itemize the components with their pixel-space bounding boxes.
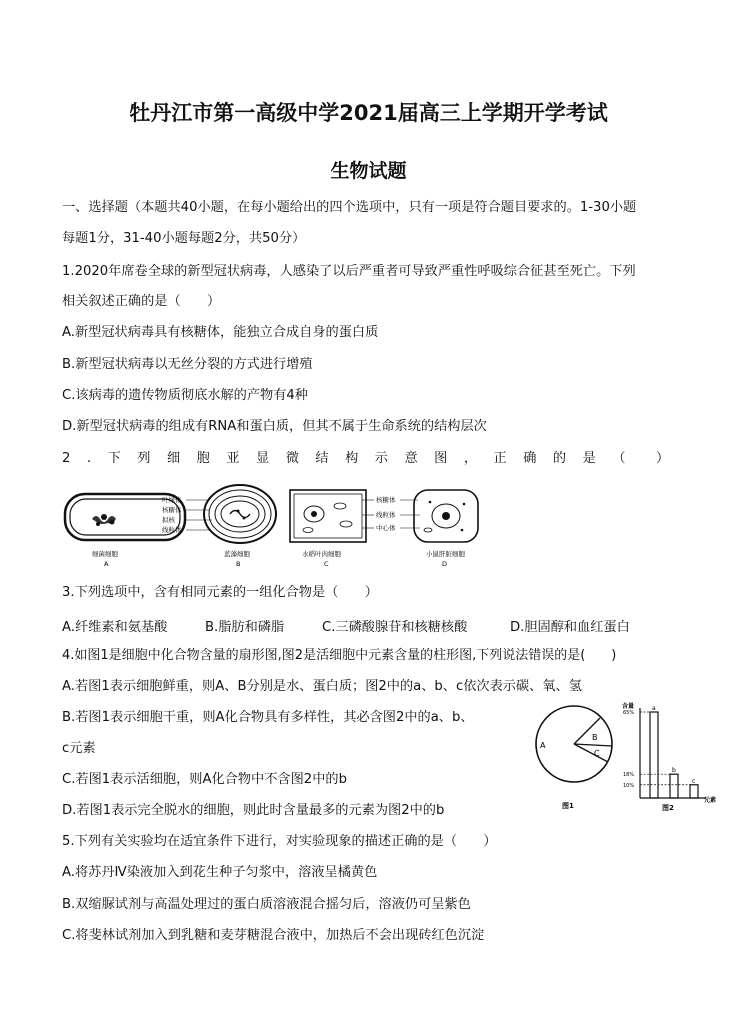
cell-b-letter: B [236, 560, 241, 568]
section-heading-line1: 一、选择题（本题共40小题，在每小题给出的四个选项中，只有一项是符合题目要求的。1-30小题 [62, 200, 637, 215]
pie-label-b: B [592, 733, 598, 742]
q4-stem: 4.如图1是细胞中化合物含量的扇形图,图2是活细胞中元素含量的柱形图,下列说法错误的是( ) [62, 648, 617, 663]
q3-stem: 3.下列选项中，含有相同元素的一组化合物是（ ） [62, 585, 378, 600]
cell-d-caption: 小鼠肝脏细胞 [426, 550, 465, 558]
label-d-mitochondrion: 线粒体 [376, 511, 396, 519]
cell-c-letter: C [324, 560, 329, 568]
q1-stem-line2: 相关叙述正确的是（ ） [62, 294, 221, 309]
q4-option-c: C.若图1表示活细胞，则A化合物中不含图2中的b [62, 772, 347, 787]
q5-option-a: A.将苏丹Ⅳ染液加入到花生种子匀浆中，溶液呈橘黄色 [62, 865, 378, 880]
cell-a-caption: 细菌细胞 [92, 550, 118, 558]
bar-b [670, 774, 678, 798]
label-d-centrosome: 中心体 [376, 524, 396, 532]
q1-option-d: D.新型冠状病毒的组成有RNA和蛋白质，但其不属于生命系统的结构层次 [62, 419, 487, 434]
y-tick-b: 18% [623, 772, 635, 779]
q3-option-b: B.脂肪和磷脂 [205, 620, 285, 635]
q5-option-b: B.双缩脲试剂与高温处理过的蛋白质溶液混合摇匀后，溶液仍可呈紫色 [62, 897, 471, 912]
q1-stem-line1: 1.2020年席卷全球的新型冠状病毒，人感染了以后严重者可导致严重性呼吸综合征甚至死亡。下列 [62, 264, 636, 279]
q1-option-a: A.新型冠状病毒具有核糖体，能独立合成自身的蛋白质 [62, 325, 379, 340]
fig2-label: 图2 [662, 804, 674, 812]
pie-label-c: C [594, 749, 600, 758]
bar-letter-c: c [692, 777, 696, 785]
cell-structure-figure [62, 484, 482, 570]
x-axis-label: 元素 [704, 797, 717, 804]
label-chloroplast: 叶绿体 [162, 496, 182, 504]
bar-chart-fig2 [622, 702, 716, 812]
q4-option-d: D.若图1表示完全脱水的细胞，则此时含量最多的元素为图2中的b [62, 803, 445, 818]
q5-stem: 5.下列有关实验均在适宜条件下进行，对实验现象的描述正确的是（ ） [62, 834, 497, 849]
exam-subtitle: 生物试题 [330, 160, 407, 182]
pie-label-a: A [540, 741, 546, 750]
mouse-liver-cell-diagram [414, 490, 478, 542]
q3-option-d: D.胆固醇和血红蛋白 [510, 620, 630, 635]
q2-stem: 2.下列细胞亚显微结构示意图，正确的是（ [62, 451, 642, 466]
q3-option-a: A.纤维素和氨基酸 [62, 620, 168, 635]
cell-a-letter: A [104, 560, 109, 568]
q4-option-b-line1: B.若图1表示细胞干重，则A化合物具有多样性，其必含图2中的a、b、 [62, 710, 474, 725]
bar-letter-b: b [672, 767, 676, 775]
y-axis-label: 含量 [622, 703, 635, 710]
label-mitochondrion: 线粒体 [162, 526, 182, 534]
q4-option-a: A.若图1表示细胞鲜重，则A、B分别是水、蛋白质；图2中的a、b、c依次表示碳、氧、氢 [62, 679, 582, 694]
exam-title: 牡丹江市第一高级中学2021届高三上学期开学考试 [129, 101, 608, 125]
q3-option-c: C.三磷酸腺苷和核糖核酸 [322, 620, 468, 635]
label-nucleoid: 拟核 [162, 516, 175, 524]
q4-figure [522, 700, 722, 814]
y-tick-a: 65% [623, 710, 635, 716]
label-ribosome: 核糖体 [162, 506, 182, 514]
label-d-ribosome: 核糖体 [376, 496, 396, 504]
cell-c-caption: 水稻叶肉细胞 [302, 550, 341, 558]
y-tick-c: 10% [623, 782, 635, 789]
q1-option-c: C.该病毒的遗传物质彻底水解的产物有4种 [62, 388, 308, 403]
section-heading-line2: 每题1分，31-40小题每题2分，共50分） [62, 231, 306, 246]
q4-option-b-line2: c元素 [62, 741, 96, 756]
fig1-label: 图1 [562, 802, 574, 810]
bar-c [690, 785, 698, 798]
q2-paren-close: ） [656, 451, 670, 466]
q5-option-c: C.将斐林试剂加入到乳糖和麦芽糖混合液中，加热后不会出现砖红色沉淀 [62, 928, 485, 943]
cell-d-letter: D [442, 560, 448, 568]
pie-chart-fig1 [536, 706, 612, 810]
bar-letter-a: a [652, 705, 656, 712]
q1-option-b: B.新型冠状病毒以无丝分裂的方式进行增殖 [62, 357, 313, 372]
cell-b-caption: 蓝藻细胞 [224, 550, 250, 558]
rice-mesophyll-cell-diagram [290, 490, 366, 542]
